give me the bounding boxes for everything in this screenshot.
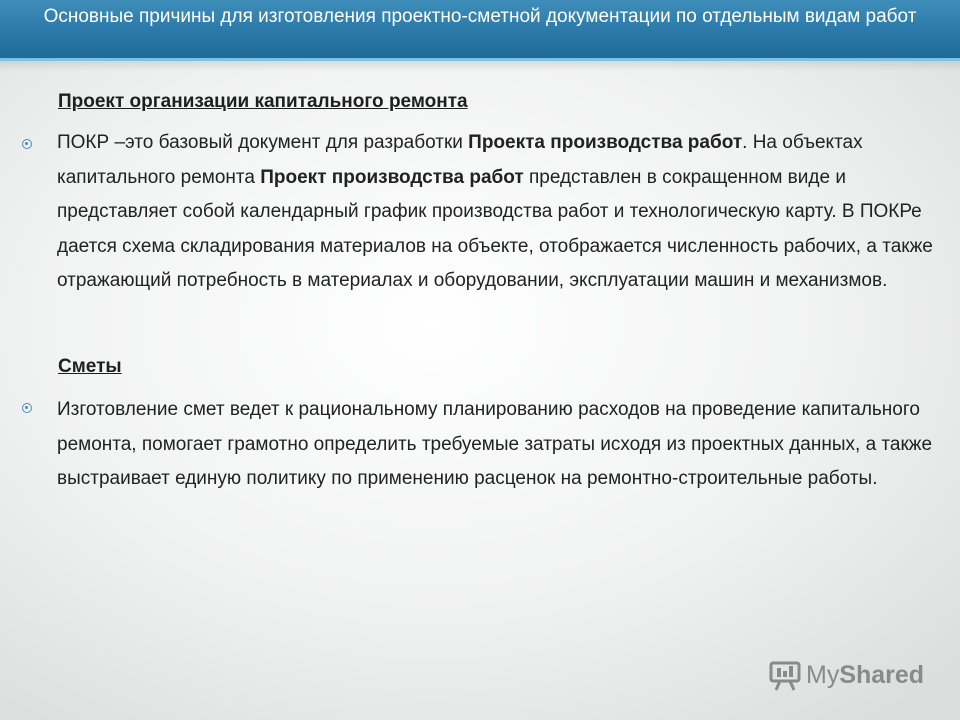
logo-text-bold: Shared	[839, 660, 925, 689]
slide-title: Основные причины для изготовления проектно-сметной документации по отдельным видам работ	[43, 6, 917, 27]
bullet-icon	[22, 139, 32, 149]
bold-text-run: Проект производства работ	[260, 166, 524, 188]
paragraph-smety	[57, 393, 952, 497]
section-title-smety: Сметы	[58, 356, 122, 377]
bullet-icon	[22, 403, 32, 413]
text-run: представлен в сокращенном виде и представляет собой календарный график производства работ и технологическую карту. В ПОКРе дается схема складирования материалов на объекте, отображается численность рабочих, а также отражающий потребность в материалах и оборудовании, эксплуатации машин и механизмов.	[57, 166, 933, 291]
text-run: . На объектах капитального ремонта	[57, 132, 863, 188]
section-title-pokr: Проект организации капитального ремонта	[58, 91, 468, 112]
text-run: Изготовление смет ведет к рациональному планированию расходов на проведение капитального ремонта, помогает грамотно определить требуемые затраты исходя из проектных данных, а также выстраивает единую политику по применению расценок на ремонтно-строительные работы.	[57, 399, 933, 489]
bold-text-run: Проекта производства работ	[468, 132, 743, 153]
paragraph-pokr	[57, 126, 952, 299]
logo-text-light: My	[806, 660, 840, 689]
text-run: ПОКР –это базовый документ для разработки	[57, 132, 469, 153]
myshared-logo	[768, 657, 924, 693]
presentation-board-icon	[768, 658, 802, 692]
myshared-logo-text	[806, 661, 924, 690]
